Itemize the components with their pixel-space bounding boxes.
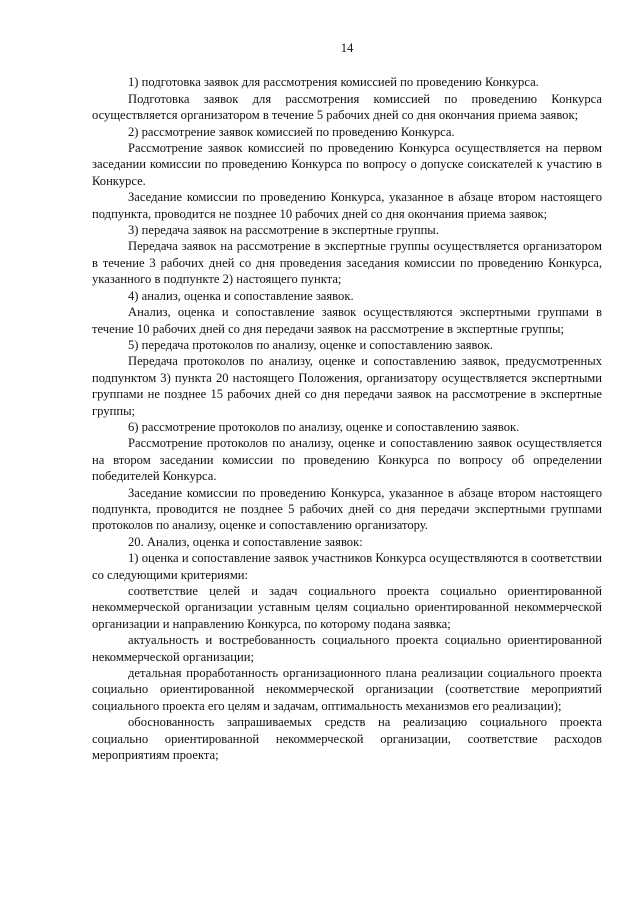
document-page [92, 40, 602, 763]
paragraph: 4) анализ, оценка и сопоставление заявок. [128, 288, 354, 303]
paragraph: Подготовка заявок для рассмотрения комиссией по проведению Конкурса осуществляется организатором в течение 5 рабочих дней со дня окончания приема заявок; [92, 91, 602, 123]
paragraph: 5) передача протоколов по анализу, оценке и сопоставлению заявок. [128, 337, 493, 352]
paragraph: детальная проработанность организационного плана реализации социального проекта социально ориентированной некоммерческой организации (соответствие мероприятий социального проекта его целям и задачам, оптимальность механизмов его реализации); [92, 666, 602, 713]
paragraph: 2) рассмотрение заявок комиссией по проведению Конкурса. [128, 124, 455, 139]
paragraph: 3) передача заявок на рассмотрение в экспертные группы. [128, 223, 439, 238]
paragraph: Заседание комиссии по проведению Конкурса, указанное в абзаце втором настоящего подпункта, проводится не позднее 10 рабочих дней со дня окончания приема заявок; [92, 190, 602, 221]
paragraph: 1) оценка и сопоставление заявок участников Конкурса осуществляются в соответствии со следующими критериями: [92, 551, 602, 582]
paragraph: Рассмотрение заявок комиссией по проведению Конкурса осуществляется на первом заседании комиссии по проведению Конкурса по вопросу о допуске соискателей к участию в Конкурсе. [92, 141, 602, 188]
paragraph: 20. Анализ, оценка и сопоставление заявок: [128, 534, 363, 549]
paragraph: Анализ, оценка и сопоставление заявок осуществляются экспертными группами в течение 10 рабочих дней со дня передачи заявок на рассмотрение в экспертные группы; [92, 305, 602, 336]
paragraph: обоснованность запрашиваемых средств на реализацию социального проекта социально ориентированной некоммерческой организации, соответствие расходов мероприятиям проекта; [92, 715, 602, 763]
paragraph: Рассмотрение протоколов по анализу, оценке и сопоставлению заявок осуществляется на втором заседании комиссии по проведению Конкурса по вопросу об определении победителей Конкурса. [92, 436, 602, 484]
paragraph: актуальность и востребованность социального проекта социально ориентированной некоммерческой организации; [92, 633, 602, 664]
paragraph: Передача заявок на рассмотрение в экспертные группы осуществляется организатором в течение 3 рабочих дней со дня проведения заседания комиссии по проведению Конкурса, указанного в подпункте 2) настоящего пункта; [92, 239, 602, 287]
page-number: 14 [340, 41, 354, 55]
paragraph: 6) рассмотрение протоколов по анализу, оценке и сопоставлению заявок. [128, 419, 520, 434]
paragraph: соответствие целей и задач социального проекта социально ориентированной некоммерческой организации уставным целям социально ориентированной некоммерческой организации и направлению Конкурса, по которому подана заявка; [92, 584, 602, 631]
paragraph: Передача протоколов по анализу, оценке и сопоставлению заявок, предусмотренных подпунктом 3) пункта 20 настоящего Положения, организатору осуществляется экспертными группами не позднее 15 рабочих дней со дня передачи заявок на рассмотрение в экспертные группы; [92, 354, 602, 418]
paragraph: 1) подготовка заявок для рассмотрения комиссией по проведению Конкурса. [128, 75, 539, 90]
paragraph: Заседание комиссии по проведению Конкурса, указанное в абзаце втором настоящего подпункта, проводится не позднее 5 рабочих дней со дня передачи экспертными группами протоколов по анализу, оценке и сопоставлению организатору. [92, 485, 602, 533]
